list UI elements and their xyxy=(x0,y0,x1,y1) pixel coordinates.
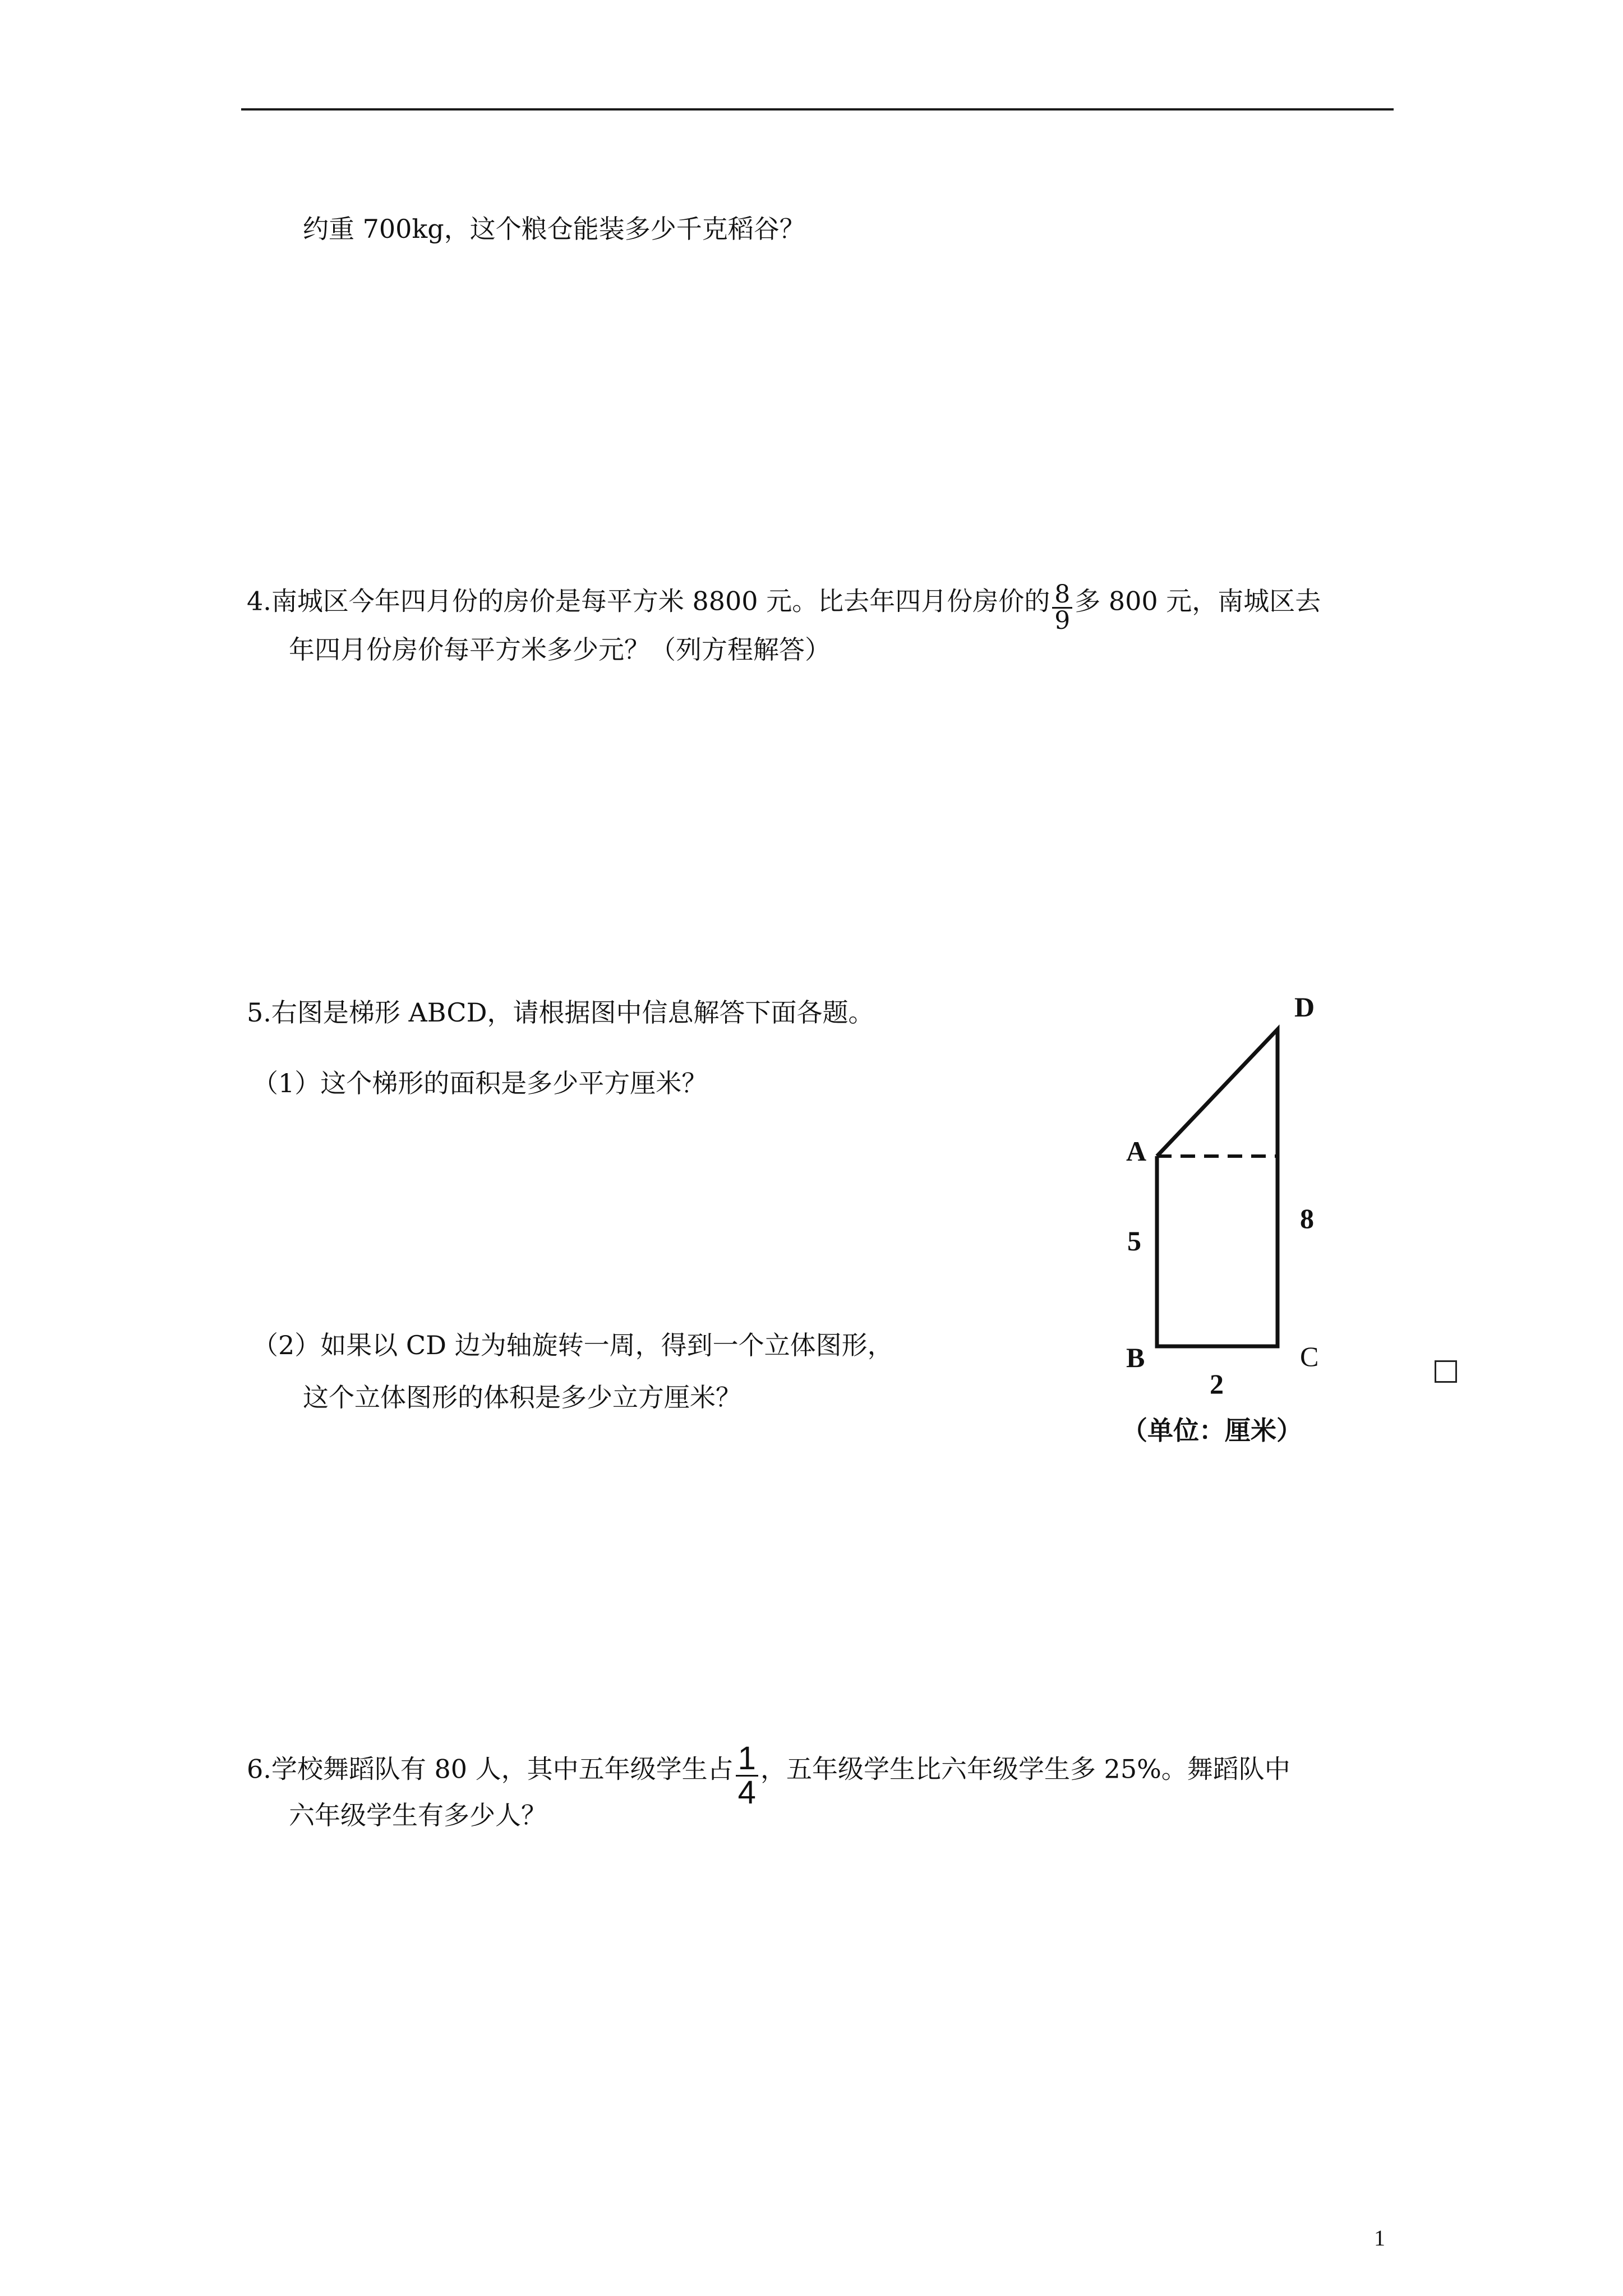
q6-line1 xyxy=(247,1738,1290,1811)
q4-line2: 年四月份房价每平方米多少元？（列方程解答） xyxy=(289,634,831,665)
q3-continuation: 约重 700kg，这个粮仓能装多少千克稻谷？ xyxy=(303,214,805,244)
trapezoid-figure xyxy=(1116,990,1346,1473)
header-rule xyxy=(241,108,1394,111)
side-length-cd: 8 xyxy=(1300,1203,1314,1234)
q6-fraction-denominator: 4 xyxy=(737,1774,756,1811)
trapezoid-outline xyxy=(1157,1029,1278,1346)
vertex-label-d: D xyxy=(1294,991,1315,1023)
q5-sub2-line1: （2）如果以 CD 边为轴旋转一周，得到一个立体图形， xyxy=(252,1330,893,1360)
q6-line2: 六年级学生有多少人？ xyxy=(289,1800,547,1830)
q4-text-before: 4.南城区今年四月份的房价是每平方米 8800 元。比去年四月份房价的 xyxy=(247,586,1050,616)
vertex-label-c: C xyxy=(1300,1341,1319,1372)
page-number: 1 xyxy=(1374,2225,1385,2251)
unit-caption: （单位：厘米） xyxy=(1122,1415,1302,1446)
q4-fraction-numerator: 8 xyxy=(1054,580,1071,609)
q4-fraction-denominator: 9 xyxy=(1054,606,1071,635)
q6-fraction xyxy=(736,1742,758,1809)
q4-line1 xyxy=(247,578,1321,635)
q4-fraction xyxy=(1052,582,1072,633)
q5-intro: 5.右图是梯形 ABCD，请根据图中信息解答下面各题。 xyxy=(247,997,874,1028)
vertex-label-a: A xyxy=(1126,1135,1147,1167)
q6-text-before: 6.学校舞蹈队有 80 人，其中五年级学生占 xyxy=(247,1754,734,1784)
q6-text-after: ，五年级学生比六年级学生多 25%。舞蹈队中 xyxy=(760,1754,1290,1784)
q5-sub1: （1）这个梯形的面积是多少平方厘米？ xyxy=(252,1068,708,1098)
checkbox[interactable] xyxy=(1435,1360,1457,1383)
q6-fraction-numerator: 1 xyxy=(737,1740,756,1777)
q5-sub2-line2: 这个立体图形的体积是多少立方厘米？ xyxy=(303,1382,741,1412)
q4-text-after: 多 800 元，南城区去 xyxy=(1075,586,1321,616)
side-length-ab: 5 xyxy=(1127,1225,1141,1257)
side-length-bc: 2 xyxy=(1210,1368,1224,1400)
vertex-label-b: B xyxy=(1126,1342,1145,1373)
